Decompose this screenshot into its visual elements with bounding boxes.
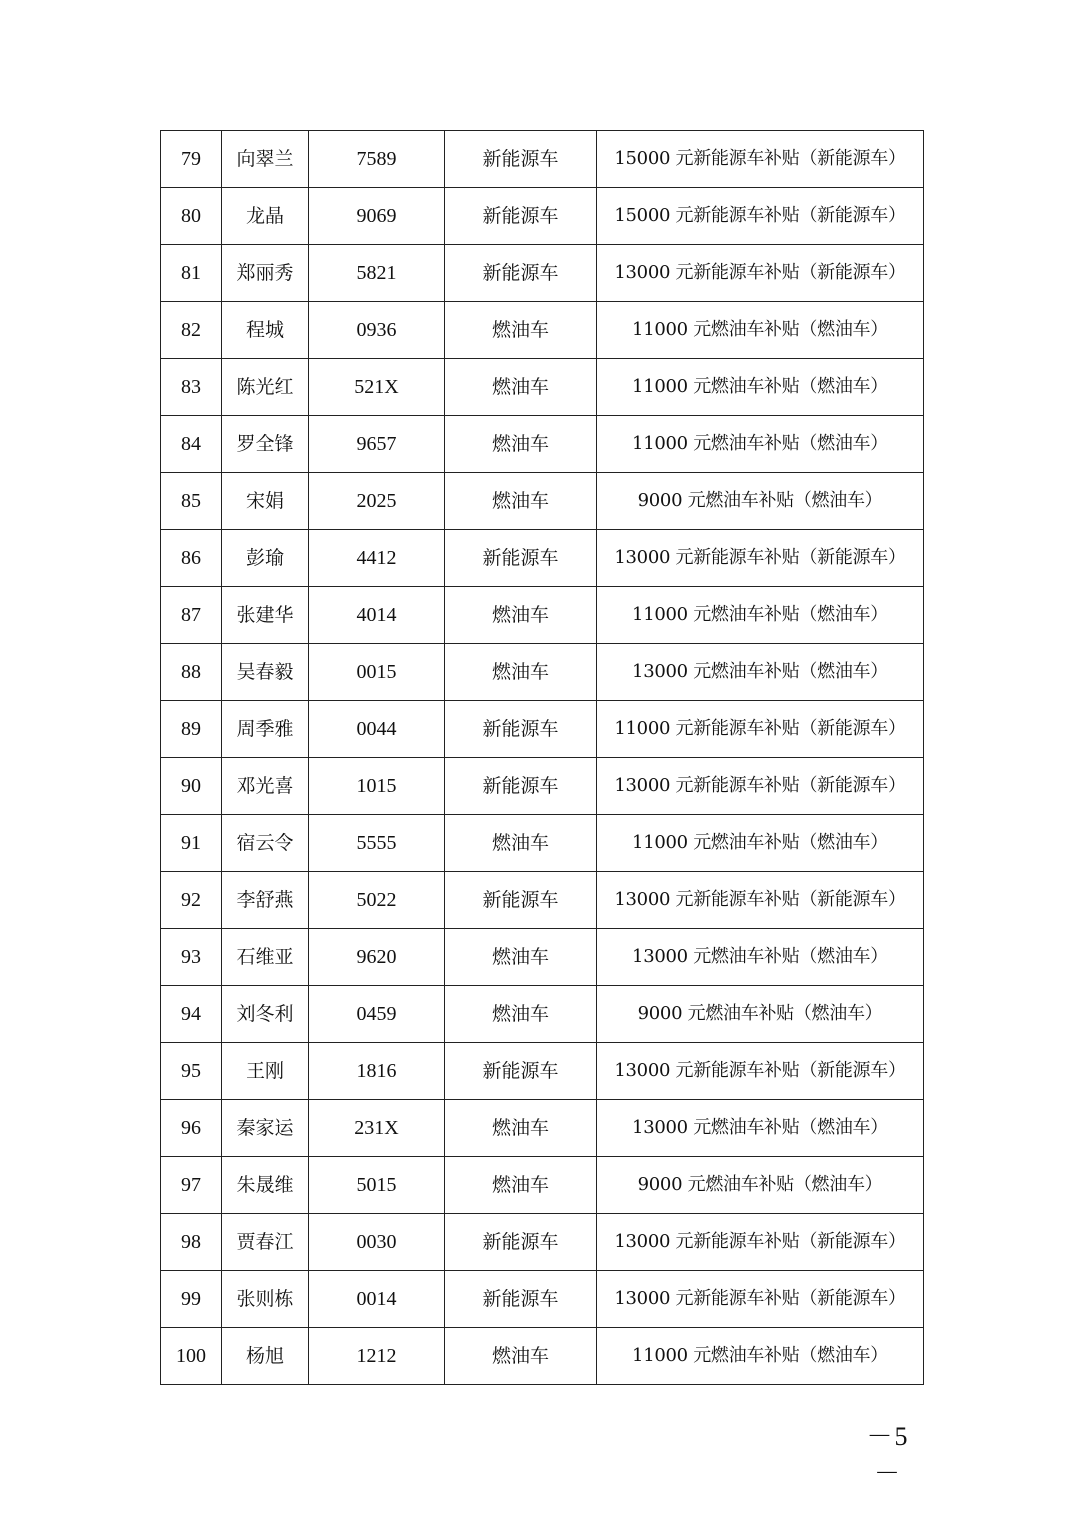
table-row bbox=[161, 245, 924, 302]
id-tail-cell: 5015 bbox=[309, 1157, 445, 1214]
vehicle-type-cell: 新能源车 bbox=[445, 701, 597, 758]
name-cell: 向翠兰 bbox=[222, 131, 309, 188]
subsidy-cell: 13000 元燃油车补贴（燃油车） bbox=[597, 1100, 924, 1157]
row-number-cell: 92 bbox=[161, 872, 222, 929]
row-number-cell: 80 bbox=[161, 188, 222, 245]
vehicle-type-cell: 新能源车 bbox=[445, 758, 597, 815]
id-tail-cell: 2025 bbox=[309, 473, 445, 530]
row-number-cell: 85 bbox=[161, 473, 222, 530]
id-tail-cell: 9069 bbox=[309, 188, 445, 245]
subsidy-cell: 13000 元新能源车补贴（新能源车） bbox=[597, 1271, 924, 1328]
vehicle-type-cell: 燃油车 bbox=[445, 929, 597, 986]
name-cell: 宋娟 bbox=[222, 473, 309, 530]
id-tail-cell: 0044 bbox=[309, 701, 445, 758]
vehicle-type-cell: 新能源车 bbox=[445, 1214, 597, 1271]
table-row bbox=[161, 530, 924, 587]
subsidy-cell: 15000 元新能源车补贴（新能源车） bbox=[597, 131, 924, 188]
vehicle-type-cell: 新能源车 bbox=[445, 1271, 597, 1328]
vehicle-type-cell: 新能源车 bbox=[445, 530, 597, 587]
subsidy-cell: 13000 元新能源车补贴（新能源车） bbox=[597, 758, 924, 815]
id-tail-cell: 9620 bbox=[309, 929, 445, 986]
row-number-cell: 83 bbox=[161, 359, 222, 416]
vehicle-type-cell: 新能源车 bbox=[445, 1043, 597, 1100]
name-cell: 周季雅 bbox=[222, 701, 309, 758]
table-row bbox=[161, 1328, 924, 1385]
id-tail-cell: 0936 bbox=[309, 302, 445, 359]
table-row bbox=[161, 986, 924, 1043]
vehicle-type-cell: 新能源车 bbox=[445, 245, 597, 302]
table-row bbox=[161, 1157, 924, 1214]
table-row bbox=[161, 587, 924, 644]
row-number-cell: 89 bbox=[161, 701, 222, 758]
table-row bbox=[161, 815, 924, 872]
id-tail-cell: 5022 bbox=[309, 872, 445, 929]
table-row bbox=[161, 872, 924, 929]
table-row bbox=[161, 473, 924, 530]
id-tail-cell: 1212 bbox=[309, 1328, 445, 1385]
vehicle-type-cell: 新能源车 bbox=[445, 131, 597, 188]
id-tail-cell: 5821 bbox=[309, 245, 445, 302]
name-cell: 王刚 bbox=[222, 1043, 309, 1100]
subsidy-cell: 13000 元新能源车补贴（新能源车） bbox=[597, 1214, 924, 1271]
row-number-cell: 99 bbox=[161, 1271, 222, 1328]
subsidy-table bbox=[160, 130, 924, 1385]
subsidy-cell: 13000 元燃油车补贴（燃油车） bbox=[597, 929, 924, 986]
table-row bbox=[161, 1043, 924, 1100]
subsidy-cell: 15000 元新能源车补贴（新能源车） bbox=[597, 188, 924, 245]
vehicle-type-cell: 燃油车 bbox=[445, 815, 597, 872]
vehicle-type-cell: 燃油车 bbox=[445, 473, 597, 530]
name-cell: 彭瑜 bbox=[222, 530, 309, 587]
vehicle-type-cell: 燃油车 bbox=[445, 986, 597, 1043]
subsidy-cell: 9000 元燃油车补贴（燃油车） bbox=[597, 473, 924, 530]
name-cell: 邓光喜 bbox=[222, 758, 309, 815]
name-cell: 陈光红 bbox=[222, 359, 309, 416]
row-number-cell: 82 bbox=[161, 302, 222, 359]
vehicle-type-cell: 燃油车 bbox=[445, 1100, 597, 1157]
row-number-cell: 97 bbox=[161, 1157, 222, 1214]
id-tail-cell: 9657 bbox=[309, 416, 445, 473]
table-row bbox=[161, 416, 924, 473]
row-number-cell: 81 bbox=[161, 245, 222, 302]
name-cell: 李舒燕 bbox=[222, 872, 309, 929]
row-number-cell: 84 bbox=[161, 416, 222, 473]
table-row bbox=[161, 929, 924, 986]
id-tail-cell: 0030 bbox=[309, 1214, 445, 1271]
subsidy-cell: 11000 元燃油车补贴（燃油车） bbox=[597, 815, 924, 872]
name-cell: 杨旭 bbox=[222, 1328, 309, 1385]
subsidy-cell: 11000 元燃油车补贴（燃油车） bbox=[597, 587, 924, 644]
table-row bbox=[161, 188, 924, 245]
table-row bbox=[161, 1100, 924, 1157]
row-number-cell: 94 bbox=[161, 986, 222, 1043]
name-cell: 程城 bbox=[222, 302, 309, 359]
subsidy-cell: 9000 元燃油车补贴（燃油车） bbox=[597, 986, 924, 1043]
row-number-cell: 90 bbox=[161, 758, 222, 815]
subsidy-cell: 11000 元新能源车补贴（新能源车） bbox=[597, 701, 924, 758]
name-cell: 张则栋 bbox=[222, 1271, 309, 1328]
name-cell: 郑丽秀 bbox=[222, 245, 309, 302]
name-cell: 刘冬利 bbox=[222, 986, 309, 1043]
id-tail-cell: 4014 bbox=[309, 587, 445, 644]
vehicle-type-cell: 新能源车 bbox=[445, 872, 597, 929]
id-tail-cell: 231X bbox=[309, 1100, 445, 1157]
name-cell: 龙晶 bbox=[222, 188, 309, 245]
name-cell: 吴春毅 bbox=[222, 644, 309, 701]
vehicle-type-cell: 燃油车 bbox=[445, 416, 597, 473]
table-row bbox=[161, 302, 924, 359]
id-tail-cell: 1816 bbox=[309, 1043, 445, 1100]
name-cell: 秦家运 bbox=[222, 1100, 309, 1157]
row-number-cell: 91 bbox=[161, 815, 222, 872]
name-cell: 贾春江 bbox=[222, 1214, 309, 1271]
row-number-cell: 86 bbox=[161, 530, 222, 587]
vehicle-type-cell: 新能源车 bbox=[445, 188, 597, 245]
vehicle-type-cell: 燃油车 bbox=[445, 1157, 597, 1214]
table-row bbox=[161, 644, 924, 701]
id-tail-cell: 5555 bbox=[309, 815, 445, 872]
row-number-cell: 88 bbox=[161, 644, 222, 701]
subsidy-cell: 13000 元新能源车补贴（新能源车） bbox=[597, 530, 924, 587]
subsidy-cell: 11000 元燃油车补贴（燃油车） bbox=[597, 1328, 924, 1385]
subsidy-cell: 11000 元燃油车补贴（燃油车） bbox=[597, 416, 924, 473]
subsidy-cell: 9000 元燃油车补贴（燃油车） bbox=[597, 1157, 924, 1214]
row-number-cell: 98 bbox=[161, 1214, 222, 1271]
vehicle-type-cell: 燃油车 bbox=[445, 587, 597, 644]
name-cell: 朱晟维 bbox=[222, 1157, 309, 1214]
vehicle-type-cell: 燃油车 bbox=[445, 644, 597, 701]
id-tail-cell: 0015 bbox=[309, 644, 445, 701]
id-tail-cell: 4412 bbox=[309, 530, 445, 587]
row-number-cell: 95 bbox=[161, 1043, 222, 1100]
row-number-cell: 79 bbox=[161, 131, 222, 188]
id-tail-cell: 521X bbox=[309, 359, 445, 416]
name-cell: 张建华 bbox=[222, 587, 309, 644]
subsidy-cell: 11000 元燃油车补贴（燃油车） bbox=[597, 302, 924, 359]
subsidy-cell: 13000 元燃油车补贴（燃油车） bbox=[597, 644, 924, 701]
table-row bbox=[161, 1214, 924, 1271]
vehicle-type-cell: 燃油车 bbox=[445, 1328, 597, 1385]
id-tail-cell: 0014 bbox=[309, 1271, 445, 1328]
vehicle-type-cell: 燃油车 bbox=[445, 359, 597, 416]
row-number-cell: 100 bbox=[161, 1328, 222, 1385]
table-row bbox=[161, 758, 924, 815]
vehicle-type-cell: 燃油车 bbox=[445, 302, 597, 359]
page-number: －5－ bbox=[866, 1422, 910, 1488]
table-body bbox=[161, 131, 924, 1385]
row-number-cell: 93 bbox=[161, 929, 222, 986]
id-tail-cell: 1015 bbox=[309, 758, 445, 815]
name-cell: 罗全锋 bbox=[222, 416, 309, 473]
table-row bbox=[161, 131, 924, 188]
id-tail-cell: 7589 bbox=[309, 131, 445, 188]
table-row bbox=[161, 359, 924, 416]
name-cell: 石维亚 bbox=[222, 929, 309, 986]
row-number-cell: 87 bbox=[161, 587, 222, 644]
table-row bbox=[161, 1271, 924, 1328]
table-row bbox=[161, 701, 924, 758]
id-tail-cell: 0459 bbox=[309, 986, 445, 1043]
row-number-cell: 96 bbox=[161, 1100, 222, 1157]
subsidy-cell: 13000 元新能源车补贴（新能源车） bbox=[597, 1043, 924, 1100]
subsidy-cell: 13000 元新能源车补贴（新能源车） bbox=[597, 245, 924, 302]
subsidy-cell: 13000 元新能源车补贴（新能源车） bbox=[597, 872, 924, 929]
name-cell: 宿云令 bbox=[222, 815, 309, 872]
subsidy-cell: 11000 元燃油车补贴（燃油车） bbox=[597, 359, 924, 416]
